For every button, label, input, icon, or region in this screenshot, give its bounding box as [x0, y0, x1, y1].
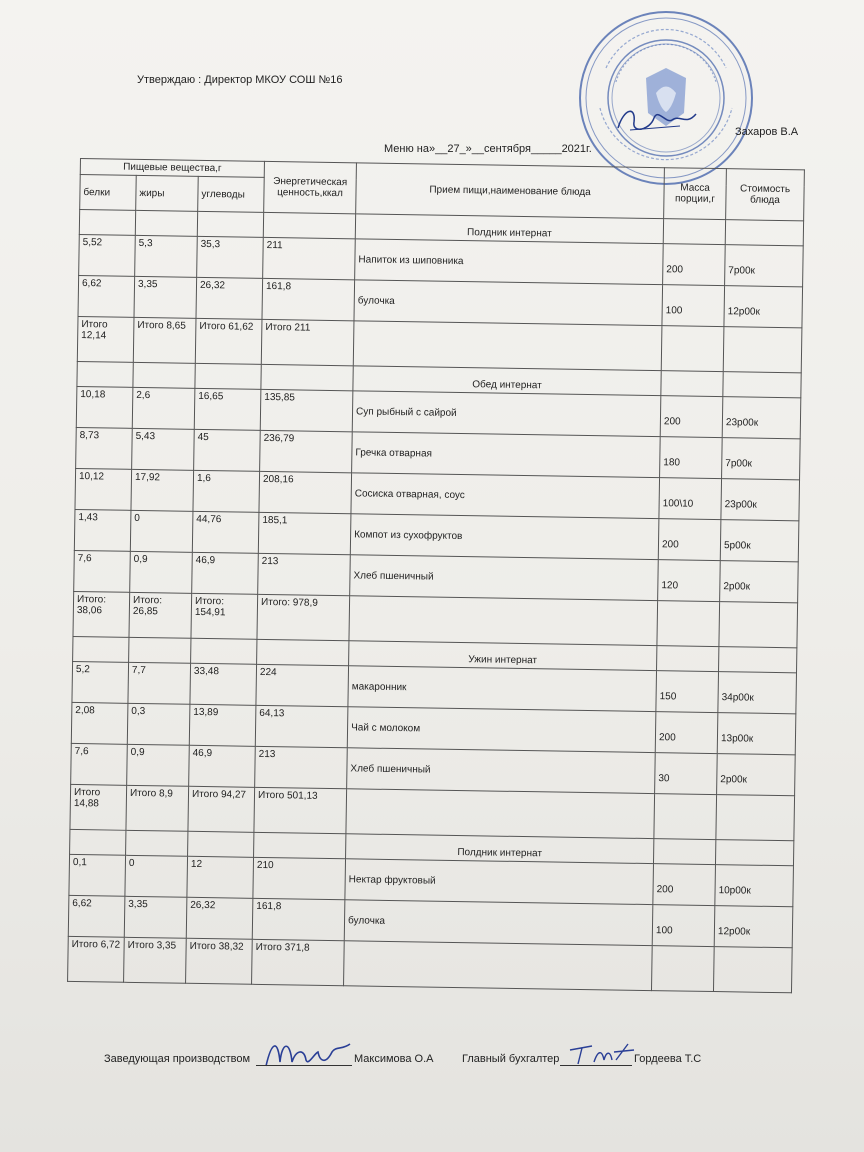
section-title: Полдник интернат: [346, 834, 654, 864]
mass-cell: 30: [655, 753, 718, 795]
mass-cell: 100: [652, 905, 715, 947]
empty-cell: [719, 647, 797, 673]
empty-cell: [79, 210, 135, 236]
total-fats-cell: Итого 8,65: [133, 317, 196, 363]
energy-header: Энергетическая ценность,ккал: [264, 161, 357, 213]
total-carbs-cell: Итого: 154,91: [191, 593, 258, 639]
dish-name-cell: Хлеб пшеничный: [347, 748, 656, 794]
fats-cell: 3,35: [124, 896, 187, 938]
mass-cell: 100: [662, 285, 725, 327]
energy-cell: 135,85: [260, 389, 353, 431]
fats-cell: 5,43: [132, 428, 195, 470]
carbs-cell: 26,32: [186, 897, 253, 939]
energy-cell: 213: [255, 746, 348, 788]
cost-cell: 23р00к: [722, 397, 801, 439]
mass-cell: 200: [663, 244, 726, 286]
carbs-header: углеводы: [198, 176, 265, 212]
cost-cell: 2р00к: [720, 561, 799, 603]
energy-cell: 210: [253, 857, 346, 899]
empty-cell: [254, 832, 346, 858]
energy-cell: 236,79: [260, 430, 353, 472]
fats-cell: 3,35: [134, 276, 197, 318]
accountant-signature: [566, 1040, 636, 1066]
empty-cell: [257, 639, 349, 665]
cost-cell: 12р00к: [724, 286, 803, 328]
mass-cell: 200: [655, 712, 718, 754]
empty-cell: [77, 361, 133, 387]
total-energy-cell: Итого 501,13: [254, 787, 347, 833]
mass-cell: 120: [658, 560, 721, 602]
dish-name-cell: Напиток из шиповника: [355, 239, 664, 285]
cost-cell: 13р00к: [717, 713, 796, 755]
empty-cell: [70, 829, 126, 855]
energy-cell: 224: [256, 664, 349, 706]
fats-header: жиры: [136, 175, 199, 211]
empty-cell: [346, 789, 655, 839]
dish-name-cell: булочка: [354, 280, 663, 326]
proteins-cell: 0,1: [69, 854, 126, 896]
empty-cell: [725, 220, 803, 246]
proteins-cell: 8,73: [76, 427, 133, 469]
dish-name-cell: Нектар фруктовый: [345, 859, 654, 905]
empty-cell: [197, 211, 263, 237]
fats-cell: 0: [125, 855, 188, 897]
carbs-cell: 13,89: [189, 704, 256, 746]
total-energy-cell: Итого 371,8: [252, 939, 345, 985]
empty-cell: [188, 831, 254, 857]
mass-cell: 200: [658, 519, 721, 561]
total-fats-cell: Итого 8,9: [126, 785, 189, 831]
empty-cell: [663, 219, 725, 245]
empty-cell: [661, 326, 724, 372]
approval-line: Утверждаю : Директор МКОУ СОШ №16: [137, 74, 343, 86]
cost-cell: 2р00к: [717, 754, 796, 796]
section-title: Обед интернат: [353, 366, 661, 396]
carbs-cell: 26,32: [196, 277, 263, 319]
total-proteins-cell: Итого: 38,06: [73, 591, 130, 637]
empty-cell: [723, 327, 802, 373]
section-title: Ужин интернат: [349, 641, 657, 671]
total-carbs-cell: Итого 38,32: [186, 938, 253, 984]
production-signature-line: [256, 1065, 352, 1066]
proteins-cell: 7,6: [71, 743, 128, 785]
empty-cell: [654, 839, 716, 865]
carbs-cell: 46,9: [192, 552, 259, 594]
total-carbs-cell: Итого 61,62: [195, 318, 262, 364]
dish-name-cell: Сосиска отварная, соус: [351, 473, 660, 519]
fats-cell: 0,9: [127, 744, 190, 786]
cost-cell: 5р00к: [720, 520, 799, 562]
empty-cell: [661, 371, 723, 397]
dish-name-cell: Гречка отварная: [352, 432, 661, 478]
menu-table: [66, 158, 804, 1039]
cost-cell: 23р00к: [721, 479, 800, 521]
proteins-cell: 10,12: [75, 468, 132, 510]
proteins-cell: 10,18: [76, 386, 133, 428]
chief-accountant-label: Главный бухгалтер: [462, 1053, 560, 1065]
empty-cell: [723, 372, 801, 398]
proteins-cell: 6,62: [78, 275, 135, 317]
empty-cell: [353, 321, 662, 371]
empty-cell: [714, 947, 793, 993]
carbs-cell: 44,76: [192, 511, 259, 553]
mass-cell: 200: [653, 864, 716, 906]
energy-cell: 161,8: [252, 898, 345, 940]
cost-cell: 34р00к: [718, 672, 797, 714]
total-proteins-cell: Итого 12,14: [77, 316, 134, 362]
carbs-cell: 33,48: [190, 663, 257, 705]
carbs-cell: 35,3: [197, 236, 264, 278]
fats-cell: 7,7: [128, 662, 191, 704]
carbs-cell: 12: [187, 856, 254, 898]
energy-cell: 161,8: [262, 278, 355, 320]
section-title: Полдник интернат: [355, 214, 663, 244]
energy-cell: 185,1: [258, 512, 351, 554]
meal-header: Прием пищи,наименование блюда: [356, 163, 665, 219]
mass-cell: 150: [656, 671, 719, 713]
empty-cell: [73, 636, 129, 662]
fats-cell: 5,3: [135, 235, 198, 277]
production-manager-name: Максимова О.А: [354, 1053, 434, 1065]
dish-name-cell: Суп рыбный с сайрой: [352, 391, 661, 437]
cost-cell: 7р00к: [722, 438, 801, 480]
dish-name-cell: булочка: [344, 900, 653, 946]
proteins-header: белки: [80, 175, 137, 211]
menu-date: Меню на»__27_»__сентября_____2021г.: [384, 143, 592, 155]
total-energy-cell: Итого: 978,9: [257, 594, 350, 640]
director-signature: [610, 100, 700, 140]
total-proteins-cell: Итого 6,72: [68, 936, 125, 982]
energy-cell: 213: [258, 553, 351, 595]
proteins-cell: 5,52: [79, 234, 136, 276]
total-proteins-cell: Итого 14,88: [70, 784, 127, 830]
proteins-cell: 1,43: [74, 509, 131, 551]
production-manager-label: Заведующая производством: [104, 1053, 251, 1065]
fats-cell: 2,6: [132, 387, 195, 429]
proteins-cell: 7,6: [74, 550, 131, 592]
proteins-cell: 2,08: [71, 702, 128, 744]
energy-cell: 211: [263, 237, 356, 279]
empty-cell: [344, 941, 653, 991]
energy-cell: 64,13: [255, 705, 348, 747]
total-energy-cell: Итого 211: [261, 319, 354, 365]
dish-name-cell: Чай с молоком: [347, 707, 656, 753]
empty-cell: [652, 946, 715, 992]
cost-cell: 12р00к: [714, 906, 793, 948]
mass-cell: 100\10: [659, 478, 722, 520]
empty-cell: [135, 210, 197, 236]
proteins-cell: 5,2: [72, 661, 129, 703]
carbs-cell: 1,6: [193, 470, 260, 512]
empty-cell: [129, 637, 191, 663]
nutrients-header: Пищевые вещества,г: [80, 159, 264, 178]
fats-cell: 0,3: [127, 703, 190, 745]
proteins-cell: 6,62: [68, 895, 125, 937]
dish-name-cell: Хлеб пшеничный: [350, 555, 659, 601]
carbs-cell: 45: [194, 429, 261, 471]
carbs-cell: 46,9: [189, 745, 256, 787]
empty-cell: [261, 364, 353, 390]
dish-name-cell: Компот из сухофруктов: [350, 514, 659, 560]
fats-cell: 17,92: [131, 469, 194, 511]
total-carbs-cell: Итого 94,27: [188, 786, 255, 832]
empty-cell: [657, 646, 719, 672]
empty-cell: [716, 795, 795, 841]
mass-cell: 180: [660, 437, 723, 479]
total-fats-cell: Итого 3,35: [124, 937, 187, 983]
cost-cell: 10р00к: [715, 865, 794, 907]
mass-cell: 200: [660, 396, 723, 438]
empty-cell: [716, 840, 794, 866]
empty-cell: [195, 363, 261, 389]
official-seal-stamp: [576, 8, 756, 188]
total-fats-cell: Итого: 26,85: [129, 592, 192, 638]
mass-header: Масса порции,г: [664, 168, 727, 220]
empty-cell: [126, 830, 188, 856]
director-name: Захаров В.А: [735, 126, 799, 138]
empty-cell: [191, 638, 257, 664]
empty-cell: [654, 794, 717, 840]
fats-cell: 0,9: [130, 551, 193, 593]
cost-cell: 7р00к: [725, 245, 804, 287]
empty-cell: [349, 596, 658, 646]
accountant-signature-line: [560, 1065, 632, 1066]
energy-cell: 208,16: [259, 471, 352, 513]
cost-header: Стоимость блюда: [726, 169, 805, 221]
fats-cell: 0: [130, 510, 193, 552]
empty-cell: [657, 601, 720, 647]
empty-cell: [263, 212, 355, 238]
carbs-cell: 16,65: [194, 388, 261, 430]
dish-name-cell: макаронник: [348, 666, 657, 712]
chief-accountant-name: Гордеева Т.С: [634, 1053, 702, 1065]
empty-cell: [719, 602, 798, 648]
empty-cell: [133, 362, 195, 388]
